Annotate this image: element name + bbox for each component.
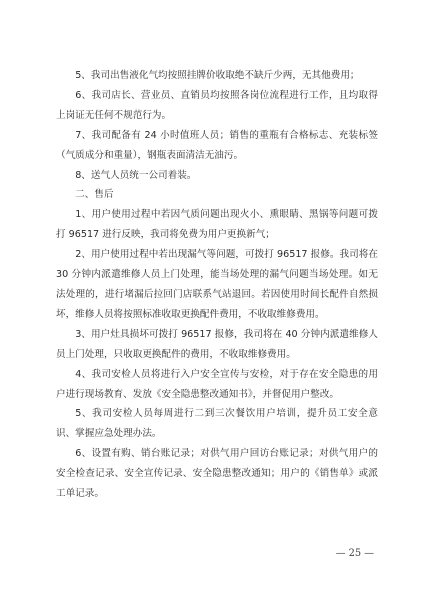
paragraph-item-6-staff: 6、我司店长、营业员、直销员均按照各岗位流程进行工作，且均取得上岗证无任何不规范行为。 [56, 89, 378, 121]
paragraph-item-7-duty: 7、我司配备有 24 小时值班人员；销售的重瓶有合格标志、充装标签（气质成分和重量），钢瓶表面清洁无油污。 [56, 129, 378, 161]
page-number: — 25 — [335, 548, 374, 559]
paragraph-after-sales-6: 6、设置有购、销台账记录；对供气用户回访台账记录；对供气用户的安全检查记录、安全宣传记录、安全隐患整改通知；用户的《销售单》或派工单记录。 [56, 448, 378, 500]
body-text [56, 66, 378, 504]
paragraph-item-5-pricing: 5、我司出售液化气均按照挂牌价收取绝不缺斤少两，无其他费用； [75, 70, 360, 81]
paragraph-after-sales-1: 1、用户使用过程中若因气质问题出现火小、熏眼睛、黑锅等问题可拨打 96517 进行反映，我司将免费为用户更换新气； [56, 209, 378, 241]
paragraph-after-sales-5: 5、我司安检人员每周进行二到三次餐饮用户培训，提升员工安全意识、掌握应急处理办法。 [56, 408, 378, 440]
paragraph-after-sales-4: 4、我司安检人员将进行入户安全宣传与安检，对于存在安全隐患的用户进行现场教育、发放《安全隐患整改通知书》，并督促用户整改。 [56, 368, 378, 400]
paragraph-after-sales-2: 2、用户使用过程中若出现漏气等问题，可拨打 96517 报修。我司将在 30 分钟内派遣维修人员上门处理，能当场处理的漏气问题当场处理。如无法处理的，进行堵漏后拉回门店联系气站退回。若因使用时间长配件自然损坏，维修人员将按照标准收取更换配件费用，不收取维修费用。 [56, 249, 378, 320]
paragraph-item-8-uniform: 8、送气人员统一公司着装。 [75, 169, 197, 181]
section-heading-after-sales: 二、售后 [75, 189, 114, 201]
paragraph-after-sales-3: 3、用户灶具损坏可拨打 96517 报修，我司将在 40 分钟内派遣维修人员上门处理，只收取更换配件的费用，不收取维修费用。 [56, 328, 378, 360]
